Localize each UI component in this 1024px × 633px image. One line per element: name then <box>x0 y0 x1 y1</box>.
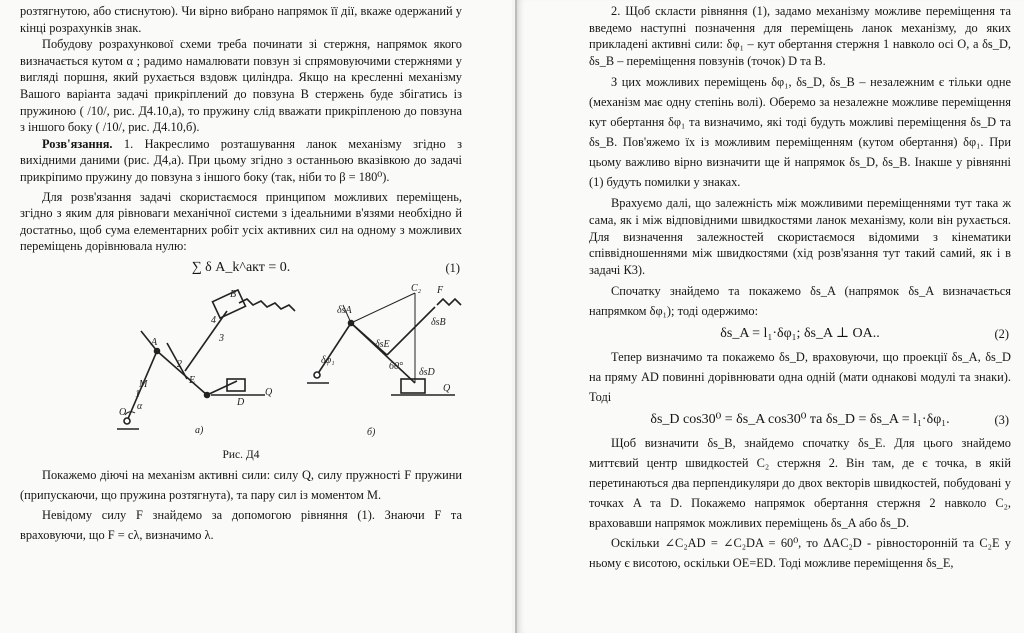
right-paragraph-3: Врахуємо далі, що залежність між можливими переміщеннями тут така ж сама, як і між відповідними швидкостями ланок механізму, коли він рухається. Для визначення залежностей скористаємося відомими з кінематики співвідношеннями між швидкостями (хід розв'язання тут такий самий, як і в задачі К3). <box>589 196 1011 277</box>
mechanism-diagram <box>115 283 465 443</box>
label-3: 3 <box>219 332 224 344</box>
slider-b <box>213 290 246 318</box>
rod-3 <box>207 381 237 395</box>
label-alpha: α <box>137 400 143 412</box>
label-dsa: δsA <box>337 304 352 316</box>
label-2: 2 <box>177 358 182 370</box>
equation-3-body: δs_D cos30⁰ = δs_A cos30⁰ та δs_D = δs_A = l₁·δφ₁. <box>650 412 950 428</box>
label-60: 60° <box>389 360 403 372</box>
solution-text: 1. Накреслимо розташування ланок механізму згідно з вихідними даними (рис. Д4,а). При цьому згідно з останньою вказівкою до задачі прикріпимо пружину до повзуна з іншого боку (так, ніби то β = 180⁰). <box>20 136 462 184</box>
equation-3-number: (3) <box>994 413 1009 428</box>
rod-1-b <box>317 323 351 375</box>
label-q-b: Q <box>443 382 451 394</box>
label-q: Q <box>265 386 273 398</box>
equation-1-body: ∑ δ A_k^акт = 0. <box>191 259 291 275</box>
rod-2 <box>157 351 207 395</box>
label-dsb: δsB <box>431 316 446 328</box>
solution-heading: Розв'язання. <box>42 136 113 151</box>
label-a: A <box>151 336 158 348</box>
label-b-variant: б) <box>367 426 376 438</box>
label-dphi1: δφ₁ <box>321 354 335 366</box>
equation-1 <box>20 255 462 281</box>
left-paragraph-6: Невідому силу F знайдемо за допомогою рівняння (1). Знаючи F та враховуючи, що F = cλ, визначимо λ. <box>20 507 462 542</box>
label-o: O <box>119 406 127 418</box>
equation-3 <box>589 407 1011 433</box>
label-m: M <box>139 378 148 390</box>
right-page <box>515 0 1024 633</box>
label-c2: C₂ <box>411 282 422 294</box>
equation-2 <box>589 321 1011 347</box>
label-e: E <box>189 374 196 386</box>
label-4: 4 <box>211 314 216 326</box>
label-b: B <box>230 288 237 300</box>
right-paragraph-4: Спочатку знайдемо та покажемо δs_A (напрямок δs_A визначається напрямком δφ₁); тоді одержимо: <box>589 284 1011 319</box>
left-paragraph-1: розтягнутою, або стиснутою). Чи вірно вибрано напрямок її дії, вкаже одержаний у кінці розрахунків знак. <box>20 4 462 35</box>
equation-1-number: (1) <box>445 260 460 275</box>
right-paragraph-7: Оскільки ∠C₂AD = ∠C₂DA = 60⁰, то ΔAC₂D - рівносторонній та C₂E у ньому є висотою, оскільки OE=ED. Тоді можливе переміщення δs_E, <box>589 536 1011 571</box>
spring-a <box>239 299 295 311</box>
label-1: 1 <box>135 388 140 400</box>
label-dse: δsE <box>375 338 390 350</box>
right-paragraph-6: Щоб визначити δs_B, знайдемо спочатку δs_E. Для цього знайдемо миттєвий центр швидкостей C₂ стержня 2. Він там, де є точка, в якій перетинаються два перпендикуляри до двох векторів швидкостей, побудовані у точках A та D. Покажемо напрямок обертання стержня 2 навколо C₂, враховавши напрямок можливих переміщень δs_A або δs_D. <box>589 436 1011 531</box>
equation-2-number: (2) <box>994 327 1009 342</box>
mechanism-figure <box>20 283 462 443</box>
left-paragraph-5: Покажемо діючі на механізм активні сили: силу Q, силу пружності F пружини (припускаючи, що пружина розтягнута), та пару сил із моментом M. <box>20 467 462 502</box>
right-paragraph-5: Тепер визначимо та покажемо δs_D, враховуючи, що проекції δs_A, δs_D на пряму AD повинні дорівнювати одна одній (мати однакові модулі та знаки). Тоді <box>589 350 1011 405</box>
right-paragraph-2: З цих можливих переміщень δφ₁, δs_D, δs_B – незалежним є тільки одне (механізм має одну степінь волі). Оберемо за незалежне можливе переміщення кут обертання δφ₁ та визначимо, які тоді будуть можливі переміщення δs_D та δs_B. Пов'яжемо їх із можливим переміщенням (кутом обертання) δφ₁. При цьому важливо вірно визначити ще й напрямок δs_D, δs_B. Інакше у рівнянні (1) будуть помилки у знаках. <box>589 75 1011 190</box>
spring-b <box>437 299 461 305</box>
right-paragraph-1: 2. Щоб скласти рівняння (1), задамо механізму можливе переміщення та введемо наступні позначення для переміщень ланок механізму, до яких прикладені активні сили: δφ₁ – кут обертання стержня 1 навколо осі O, а δs_D, δs_B – переміщення повзунів (точок) D та B. <box>589 4 1011 68</box>
label-f: F <box>437 284 444 296</box>
left-paragraph-4: Для розв'язання задачі скористаємося принципом можливих переміщень, згідно з яким для рівноваги механічної системи з ідеальними в'язями необхідно й достатньо, щоб сума елементарних робіт усіх активних сил на одному з можливих переміщень дорівнювала нулю: <box>20 189 462 254</box>
left-paragraph-2: Побудову розрахункової схеми треба починати зі стержня, напрямок якого визначається кутом α ; радимо намалювати повзун зі спрямовуючими стержнями у вигляді поршня, який рухається вздовж циліндра. Якщо на кресленні механізму Вашого варіанта задачі прикріплений до повзуна B стержень буде збігатись із пружиною ( /10/, рис. Д4.10,а), то пружину слід вважати прикріпленою до повзуна з іншого боку ( /10/, рис. Д4.10,б). <box>20 37 462 135</box>
figure-caption: Рис. Д4 <box>222 448 260 461</box>
label-d: D <box>237 396 245 408</box>
left-paragraph-3 <box>20 136 462 186</box>
equation-2-body: δs_A = l₁·δφ₁; δs_A ⊥ OA.. <box>720 326 880 342</box>
label-dsd: δsD <box>419 366 435 378</box>
label-a-variant: a) <box>195 424 204 436</box>
